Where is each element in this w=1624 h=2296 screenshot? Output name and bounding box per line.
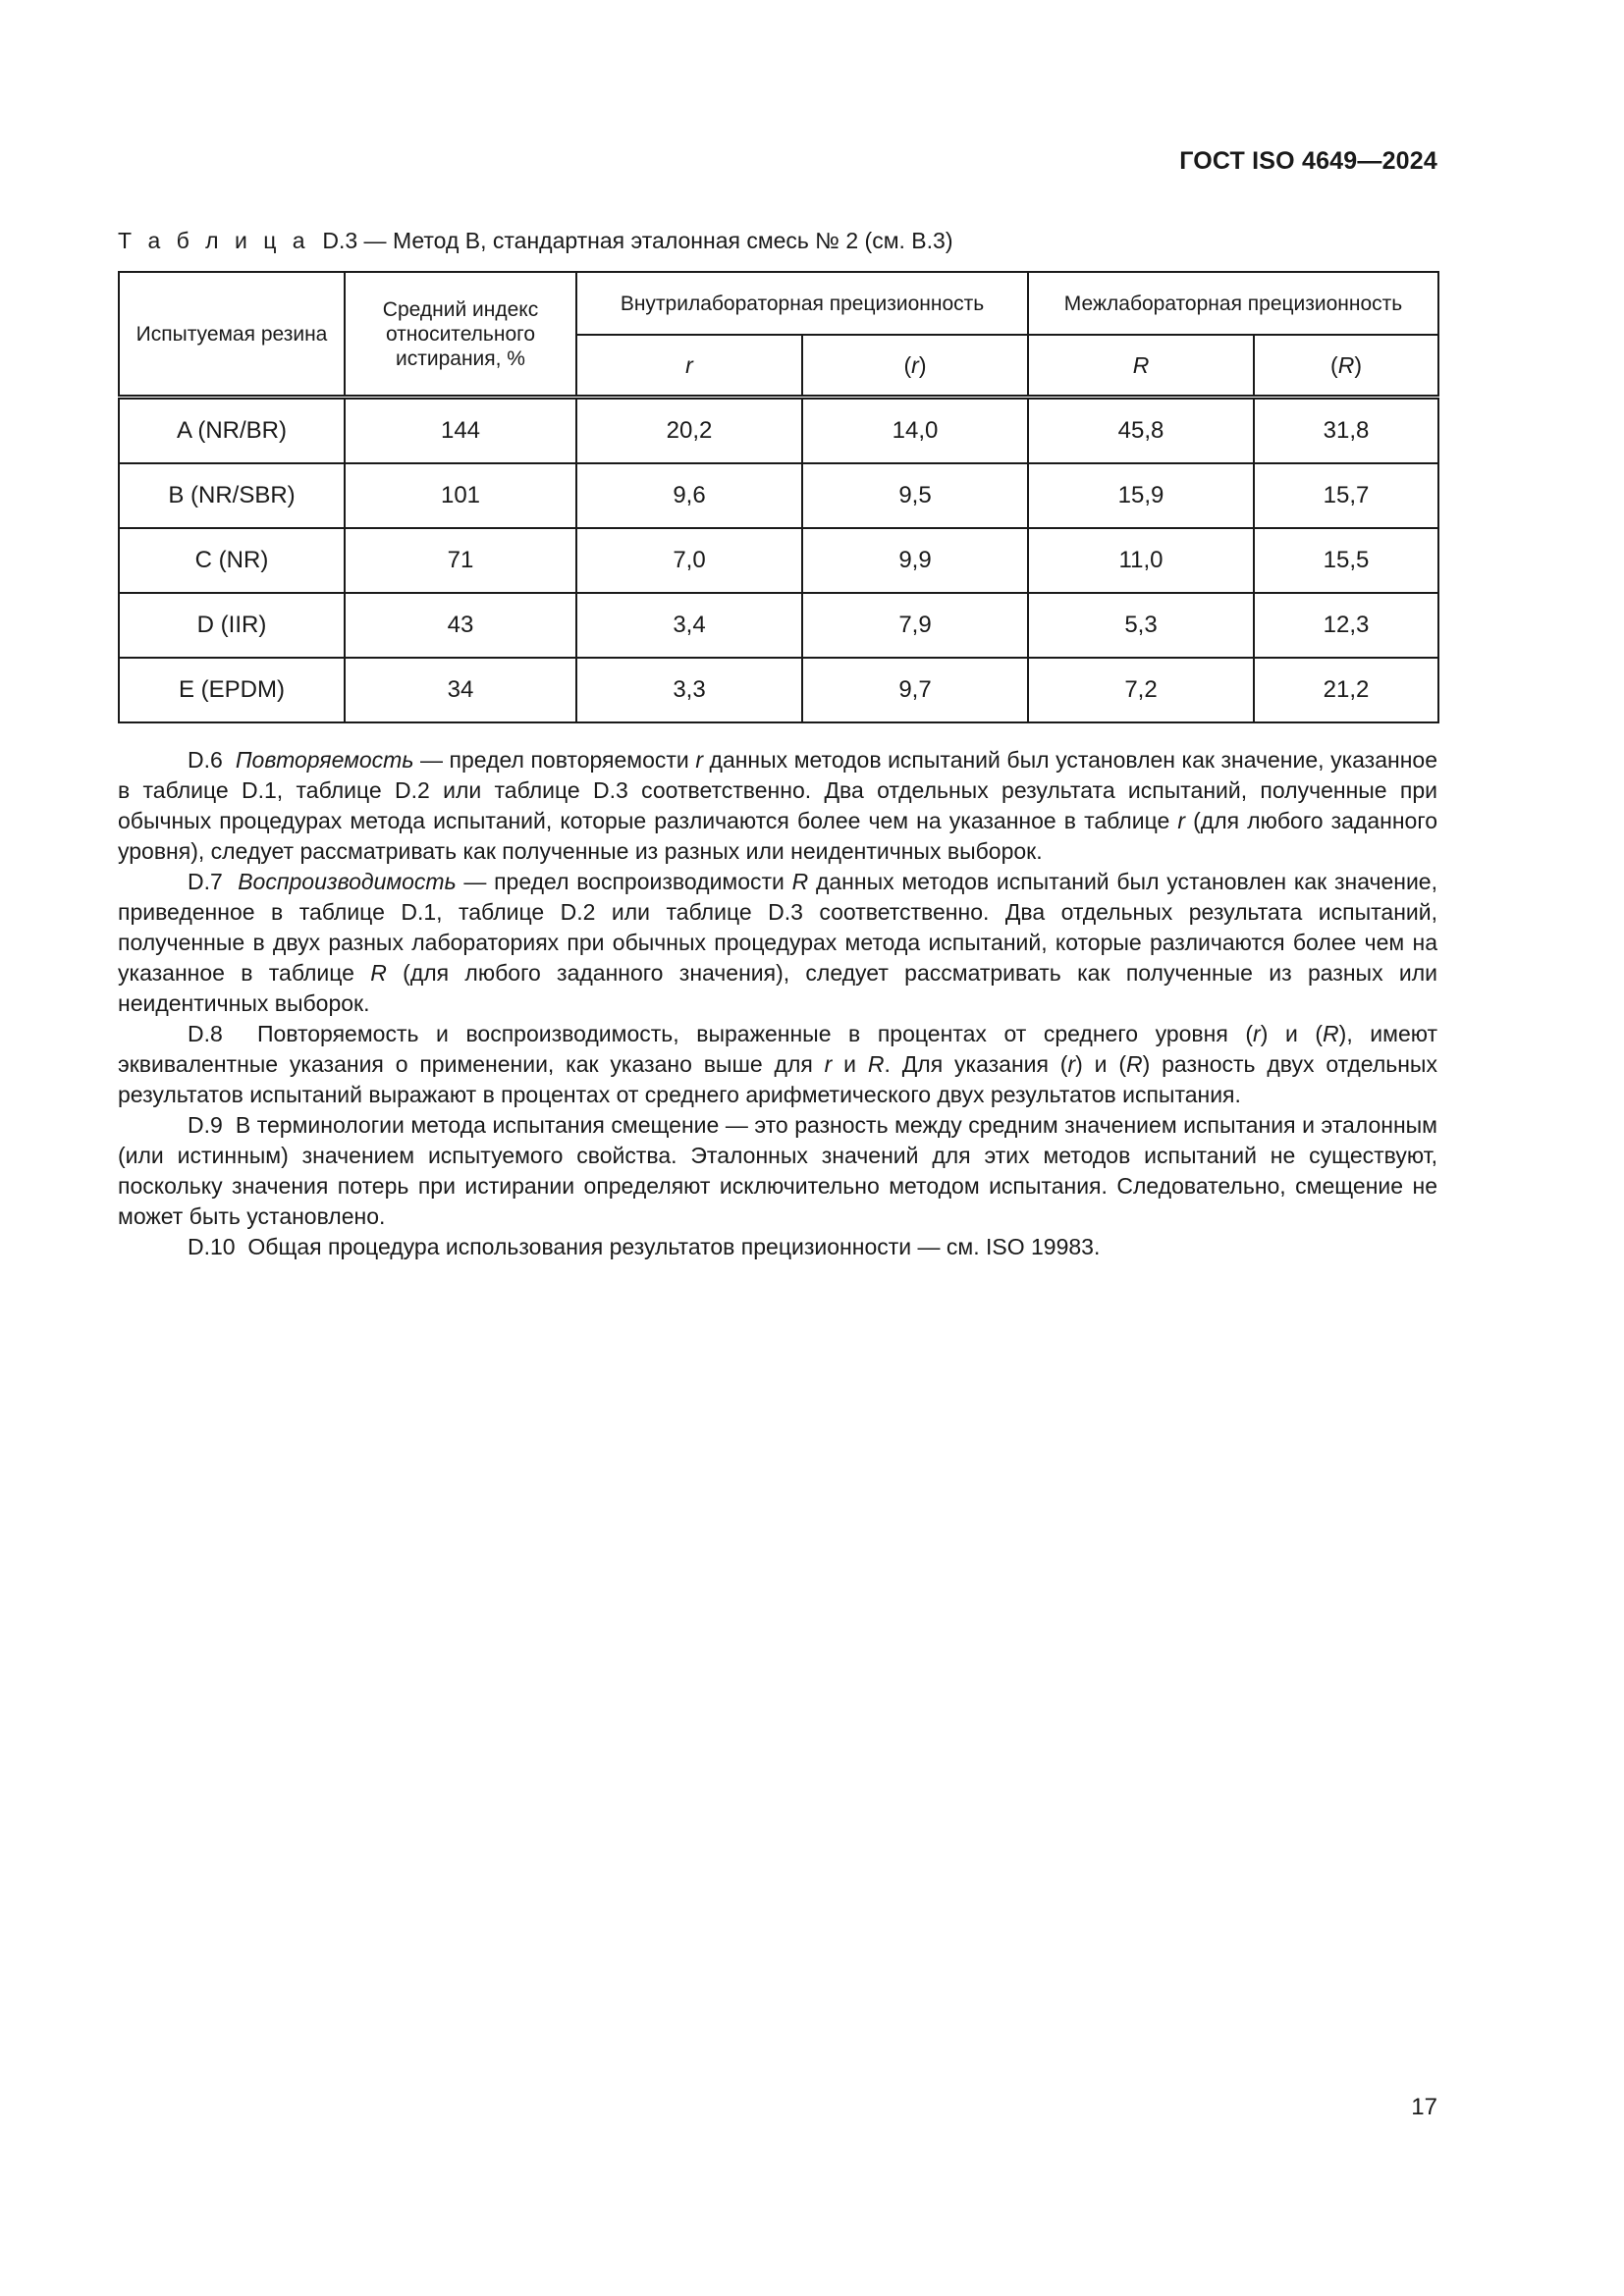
- text-run: ) разность двух отдельных результатов испытаний выражают в процентах от среднего арифметического двух результатов испытания.: [118, 1051, 1437, 1107]
- text-run: данных методов испытаний был установлен как значение, приведенное в таблице D.1, таблице D.2 или таблице D.3 соответственно. Два отдельных результата испытаний, полученные в двух разных лабораториях при обычных процедурах метода испытаний, которые различаются более чем на указанное в таблице: [118, 869, 1437, 986]
- cell-r-percent: 14,0: [802, 398, 1028, 464]
- table-row: [119, 398, 1438, 464]
- variable: R: [370, 960, 387, 986]
- cell-R: 45,8: [1028, 398, 1254, 464]
- text-run: — предел воспроизводимости: [456, 869, 792, 894]
- text-run: (для любого заданного уровня), следует рассматривать как полученные из разных или неидентичных выборок.: [118, 808, 1438, 864]
- cell-rubber: D (IIR): [119, 593, 345, 658]
- variable: r: [824, 1051, 833, 1077]
- header-index: Средний индекс относительного истирания, %: [345, 272, 576, 398]
- text-run: ), имеют эквивалентные указания о применении, как указано выше для: [118, 1021, 1438, 1077]
- variable: R: [1126, 1051, 1143, 1077]
- header-R: [1028, 335, 1254, 398]
- header-intra-precision: Внутрилабораторная прецизионность: [576, 272, 1028, 335]
- cell-rubber: E (EPDM): [119, 658, 345, 722]
- table-caption: [118, 228, 953, 254]
- text-run: ) и (: [1260, 1021, 1324, 1046]
- cell-r: 3,3: [576, 658, 802, 722]
- paragraph-d6: [118, 745, 1437, 867]
- header-r: [576, 335, 802, 398]
- header-r-symbol: r: [685, 351, 693, 378]
- variable: R: [791, 869, 809, 894]
- text-run: . Для указания (: [884, 1051, 1068, 1077]
- cell-rubber: A (NR/BR): [119, 398, 345, 464]
- paragraph-d9: [118, 1110, 1437, 1232]
- variable: R: [867, 1051, 885, 1077]
- precision-table: [118, 271, 1439, 723]
- header-R-percent: (R): [1254, 335, 1438, 398]
- clause-number: D.6: [188, 747, 223, 773]
- cell-r-percent: 9,9: [802, 528, 1028, 593]
- cell-r-percent: 7,9: [802, 593, 1028, 658]
- text-run: Повторяемость и воспроизводимость, выраженные в процентах от среднего уровня (: [256, 1021, 1254, 1046]
- cell-index: 144: [345, 398, 576, 464]
- table-caption-label: Т а б л и ц а: [118, 228, 310, 253]
- cell-R-percent: 15,5: [1254, 528, 1438, 593]
- variable: r: [695, 747, 703, 773]
- term: Воспроизводимость: [238, 869, 457, 894]
- term: Повторяемость: [235, 747, 414, 773]
- cell-r: 7,0: [576, 528, 802, 593]
- cell-index: 101: [345, 463, 576, 528]
- cell-r-percent: 9,5: [802, 463, 1028, 528]
- text-run: (для любого заданного значения), следует рассматривать как полученные из разных или неидентичных выборок.: [118, 960, 1437, 1016]
- cell-R-percent: 12,3: [1254, 593, 1438, 658]
- paragraph-d10: [118, 1232, 1437, 1262]
- cell-r-percent: 9,7: [802, 658, 1028, 722]
- cell-r: 20,2: [576, 398, 802, 464]
- header-inter-precision: Межлабораторная прецизионность: [1028, 272, 1438, 335]
- text-run: и: [832, 1051, 868, 1077]
- variable: r: [1067, 1051, 1076, 1077]
- cell-rubber: C (NR): [119, 528, 345, 593]
- table-row: [119, 593, 1438, 658]
- cell-R: 15,9: [1028, 463, 1254, 528]
- table-caption-text: D.3 — Метод B, стандартная эталонная смесь № 2 (см. B.3): [322, 228, 953, 253]
- clause-number: D.10: [188, 1234, 236, 1259]
- cell-R: 11,0: [1028, 528, 1254, 593]
- variable: r: [1253, 1021, 1261, 1046]
- header-r-percent-symbol: r: [911, 351, 919, 378]
- header-R-symbol: R: [1132, 351, 1150, 378]
- header-r-percent: (r): [802, 335, 1028, 398]
- clause-number: D.8: [188, 1021, 223, 1046]
- cell-index: 43: [345, 593, 576, 658]
- cell-r: 9,6: [576, 463, 802, 528]
- cell-R-percent: 21,2: [1254, 658, 1438, 722]
- cell-R-percent: 31,8: [1254, 398, 1438, 464]
- text-run: ) и (: [1075, 1051, 1126, 1077]
- text-run: данных методов испытаний был установлен как значение, указанное в таблице D.1, таблице D.2 или таблице D.3 соответственно. Два отдельных результата испытаний, полученные при обычных процедурах метода испытаний, которые различаются более чем на указанное в таблице: [118, 747, 1437, 833]
- cell-R-percent: 15,7: [1254, 463, 1438, 528]
- variable: r: [1177, 808, 1186, 833]
- table-row: [119, 528, 1438, 593]
- paragraph-d8: [118, 1019, 1437, 1110]
- cell-rubber: B (NR/SBR): [119, 463, 345, 528]
- cell-index: 71: [345, 528, 576, 593]
- table-row: [119, 463, 1438, 528]
- cell-R: 7,2: [1028, 658, 1254, 722]
- clause-number: D.9: [188, 1112, 223, 1138]
- standard-code: ГОСТ ISO 4649—2024: [1179, 147, 1437, 175]
- body-text: [118, 745, 1437, 1262]
- cell-index: 34: [345, 658, 576, 722]
- variable: R: [1323, 1021, 1339, 1046]
- header-rubber: Испытуемая резина: [119, 272, 345, 398]
- text-run: В терминологии метода испытания смещение — это разность между средним значением испытания и эталонным (или истинным) значением испытуемого свойства. Эталонных значений для этих методов испытаний не существуют, поскольку значения потерь при истирании определяют исключительно методом испытания. Следовательно, смещение не может быть установлено.: [118, 1112, 1437, 1229]
- table-row: [119, 658, 1438, 722]
- cell-R: 5,3: [1028, 593, 1254, 658]
- header-R-percent-symbol: R: [1337, 351, 1355, 378]
- page-number: 17: [1411, 2094, 1437, 2120]
- text-run: Общая процедура использования результатов прецизионности — см. ISO 19983.: [247, 1234, 1101, 1259]
- cell-r: 3,4: [576, 593, 802, 658]
- text-run: — предел повторяемости: [413, 747, 696, 773]
- paragraph-d7: [118, 867, 1437, 1019]
- clause-number: D.7: [188, 869, 223, 894]
